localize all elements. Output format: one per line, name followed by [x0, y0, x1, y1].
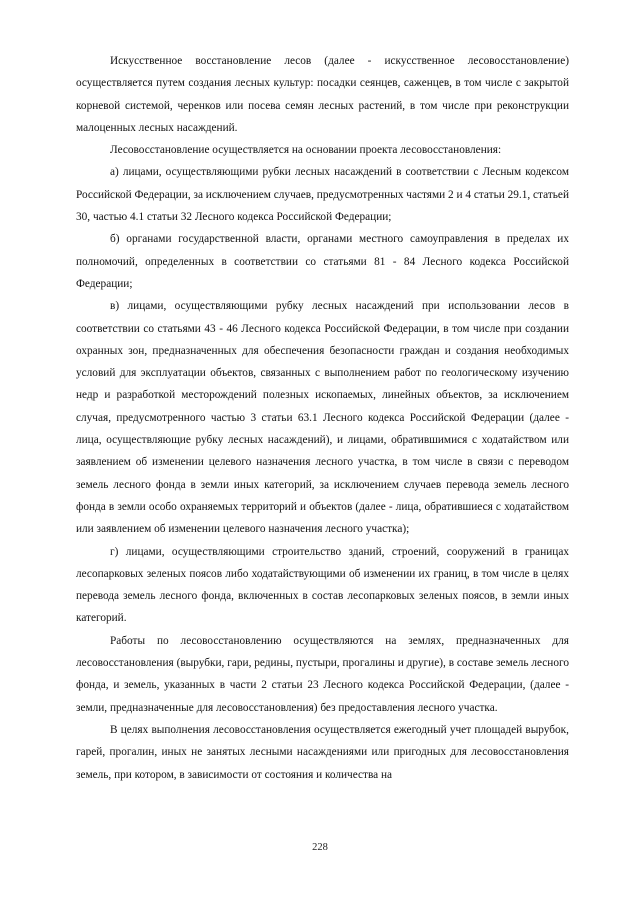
paragraph-annual-accounting: В целях выполнения лесовосстановления осуществляется ежегодный учет площадей вырубок, гарей, прогалин, иных не занятых лесными насаждениями или пригодных для лесовосстановления земель, при котором, в зависимости от состояния и количества на [76, 723, 569, 781]
paragraph-reforestation-basis: Лесовосстановление осуществляется на основании проекта лесовосстановления: [110, 144, 502, 157]
page-number: 228 [312, 842, 328, 853]
paragraph-artificial-reforestation: Искусственное восстановление лесов (далее - искусственное лесовосстановление) осуществляется путем создания лесных культур: посадки сеянцев, саженцев, в том числе с закрытой корневой системой, черенков или посева семян лесных растений, в том числе при реконструкции малоценных лесных насаждений. [76, 55, 569, 134]
paragraph-reforestation-lands: Работы по лесовосстановлению осуществляются на землях, предназначенных для лесовосстановления (вырубки, гари, редины, пустыри, прогалины и другие), в составе земель лесного фонда, и земель, указанных в части 2 статьи 23 Лесного кодекса Российской Федерации, (далее - земли, предназначенные для лесовосстановления) без предоставления лесного участка. [76, 634, 569, 714]
paragraph-item-v: в) лицами, осуществляющими рубку лесных насаждений при использовании лесов в соответствии со статьями 43 - 46 Лесного кодекса Российской Федерации, в том числе при создании охранных зон, предназначенных для обеспечения безопасности граждан и создания необходимых условий для эксплуатации объектов, связанных с выполнением работ по геологическому изучению недр и разработкой месторождений полезных ископаемых, линейных объектов, за исключением случая, предусмотренного частью 3 статьи 63.1 Лесного кодекса Российской Федерации (далее - лица, осуществляющие рубку лесных насаждений), и лицами, обратившимися с ходатайством или заявлением об изменении целевого назначения лесного участка, в том числе в связи с переводом земель лесного фонда в земли иных категорий, за исключением случаев перевода земель лесного фонда в земли особо охраняемых территорий и объектов (далее - лица, обратившиеся с ходатайством или заявлением об изменении целевого назначения лесного участка); [76, 300, 569, 536]
document-body [76, 50, 569, 786]
paragraph-item-a: а) лицами, осуществляющими рубки лесных насаждений в соответствии с Лесным кодексом Российской Федерации, за исключением случаев, предусмотренных частями 2 и 4 статьи 29.1, статьей 30, частью 4.1 статьи 32 Лесного кодекса Российской Федерации; [76, 166, 569, 224]
paragraph-item-b: б) органами государственной власти, органами местного самоуправления в пределах их полномочий, определенных в соответствии со статьями 81 - 84 Лесного кодекса Российской Федерации; [76, 233, 569, 290]
paragraph-item-g: г) лицами, осуществляющими строительство зданий, строений, сооружений в границах лесопарковых зеленых поясов либо ходатайствующими об изменении их границ, в том числе в целях перевода земель лесного фонда, включенных в состав лесопарковых зеленых поясов, в земли иных категорий. [76, 545, 569, 625]
